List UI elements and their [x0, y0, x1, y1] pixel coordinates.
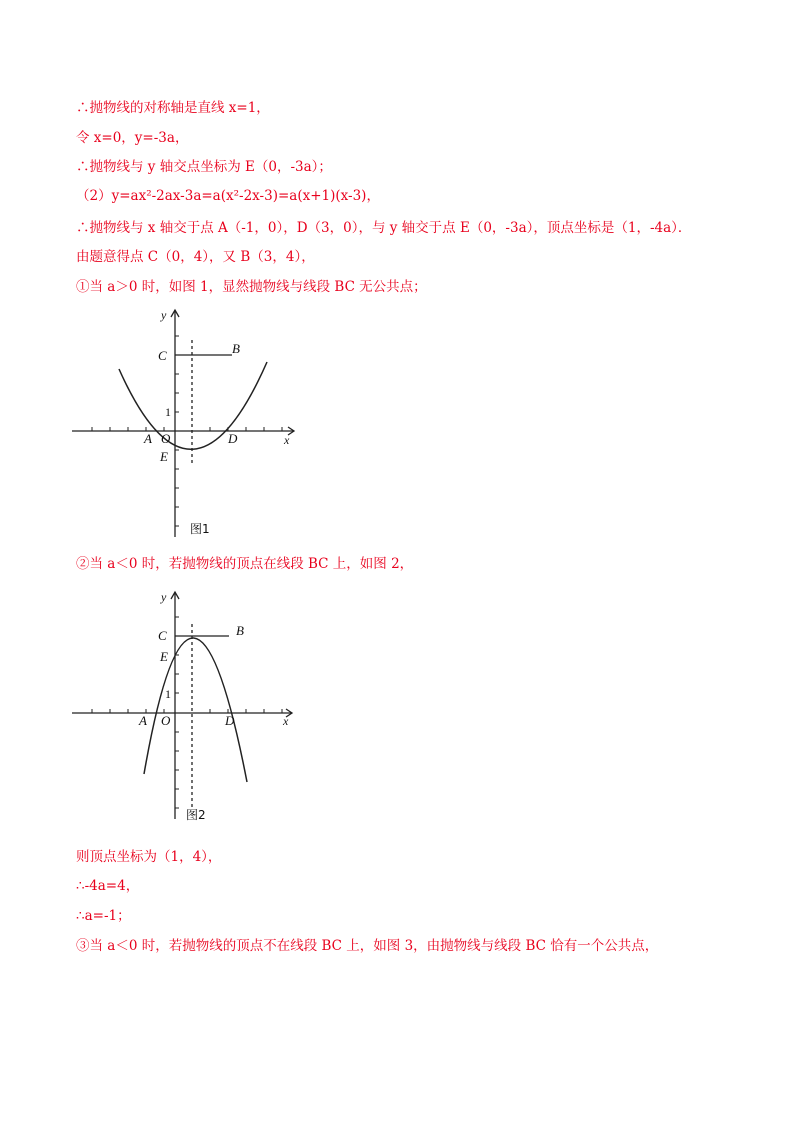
figure-1	[72, 300, 312, 545]
text-line-10: ∴-4a=4，	[76, 878, 140, 894]
text-line-12: ③当 a＜0 时，若抛物线的顶点不在线段 BC 上，如图 3，由抛物线与线段 BC 恰有一个公共点，	[76, 938, 659, 954]
parabola-curve	[119, 362, 267, 449]
label-a: A	[144, 431, 152, 446]
figure-2	[72, 582, 312, 827]
label-o: O	[161, 713, 171, 728]
text-line-3: ∴抛物线与 y 轴交点坐标为 E（0，-3a）；	[76, 159, 332, 175]
text-line-5: ∴抛物线与 x 轴交于点 A（-1，0），D（3，0），与 y 轴交于点 E（0，-3a），顶点坐标是（1，-4a）．	[76, 220, 692, 236]
text-line-4: （2）y=ax²-2ax-3a=a(x²-2x-3)=a(x+1)(x-3)，	[76, 188, 380, 204]
text-line-2: 令 x=0，y=-3a，	[76, 130, 189, 146]
label-d: D	[225, 713, 235, 728]
label-x: x	[283, 714, 289, 728]
text-line-6: 由题意得点 C（0，4），又 B（3，4），	[76, 249, 315, 265]
text-line-11: ∴a=-1；	[76, 908, 131, 924]
text-line-8: ②当 a＜0 时，若抛物线的顶点在线段 BC 上，如图 2，	[76, 556, 414, 572]
label-x: x	[284, 433, 290, 447]
text-line-9: 则顶点坐标为（1，4），	[76, 849, 222, 865]
text-line-7: ①当 a＞0 时，如图 1，显然抛物线与线段 BC 无公共点；	[76, 279, 427, 295]
label-b: B	[232, 341, 240, 356]
label-one: 1	[165, 687, 171, 701]
figure-1-caption: 图1	[190, 522, 210, 536]
label-y: y	[161, 590, 167, 604]
label-c: C	[158, 348, 167, 363]
label-a: A	[139, 713, 147, 728]
label-one: 1	[165, 405, 171, 419]
label-d: D	[228, 431, 238, 446]
label-b: B	[236, 623, 244, 638]
label-o: O	[161, 431, 171, 446]
label-c: C	[158, 628, 167, 643]
label-e: E	[160, 449, 168, 464]
text-line-1: ∴抛物线的对称轴是直线 x=1，	[76, 100, 270, 116]
label-y: y	[161, 308, 167, 322]
label-e: E	[160, 649, 168, 664]
figure-2-caption: 图2	[186, 808, 206, 822]
